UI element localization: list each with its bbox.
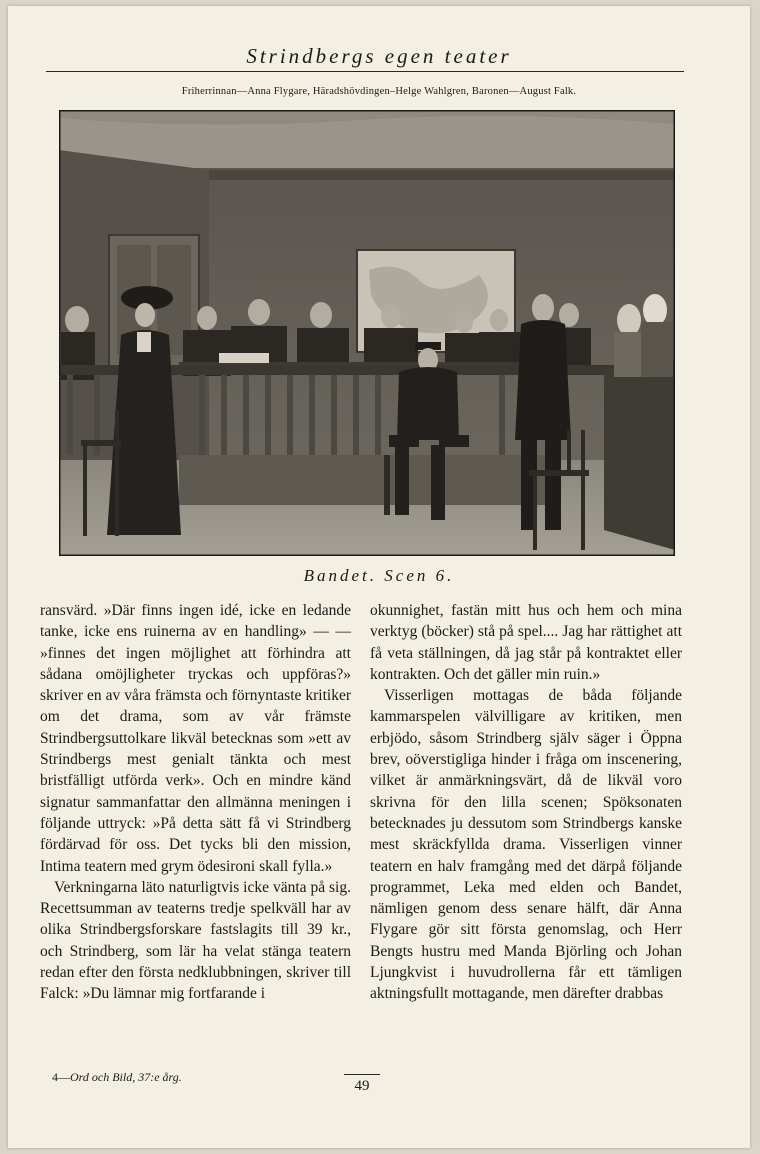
photo-credits: Friherrinnan—Anna Flygare, Häradshövdingen–Helge Wahlgren, Baronen—August Falk.	[181, 86, 577, 97]
footnote-number: 4—	[52, 1070, 70, 1084]
page-number: 49	[354, 1078, 370, 1094]
left-column	[40, 600, 351, 1005]
left-paragraph-2: Verkningarna läto naturligtvis icke vänta på sig. Recettsumman av teaterns tredje spelkväll har av olika Strindbergsforskare fastslagits till 39 kr., och Strindberg, som lär ha velat stänga teatern redan efter den första nedklubbningen, skriver till Falck: »Du lämnar mig fortfarande i	[40, 878, 351, 1003]
running-head: Strindbergs egen teater	[246, 44, 512, 68]
stage-photograph	[59, 110, 675, 556]
footnote-text: Ord och Bild, 37:e årg.	[70, 1070, 182, 1084]
header-rule	[46, 71, 684, 72]
figure-caption: Bandet. Scen 6.	[303, 566, 455, 585]
left-paragraph-1: ransvärd. »Där finns ingen idé, icke en ledande tanke, icke ens ruinerna av en handling» — — »finnes det ingen möjlighet att förhindra att sådana omöjligheter tryckas och uppföras?» skriver en av våra främsta och förnyntaste kritiker om det drama, som av vår främste Strindbergsuttolkare likväl betecknas som »ett av Strindbergs mest genialt tänkta och mest bristfälligt utförda verk». Och en mindre känd signatur sammanfattar den allmänna meningen i följande uttryck: »På detta sätt få vi Strindberg fördärvad för oss. Det tycks bli den mission, Intima teatern med grym ödesironi skall fylla.»	[40, 602, 351, 875]
page-number-rule	[344, 1074, 380, 1075]
right-column	[370, 600, 682, 1005]
page	[8, 6, 750, 1148]
right-paragraph-2: Visserligen mottagas de båda följande kammarspelen välvilligare av kritiken, men erbjödo, såsom Strindberg själv säger i Öppna brev, oöverstigliga hinder i fråga om inscenering, vilket är anmärkningsvärt, då de likväl voro skrivna för den lilla scenen; Spöksonaten betecknades ju dessutom som Strindbergs kanske mest skräckfyllda drama. Visserligen vinner teatern en halv framgång med det därpå följande programmet, Leka med elden och Bandet, nämligen genom dess senare hälft, där Anna Flygare gör sitt första genomslag, och Herr Bengts hustru med Manda Björling och Johan Ljungkvist i huvudrollerna får ett tämligen aktningsfullt mottagande, men därefter drabbas	[370, 687, 682, 1003]
right-paragraph-1: okunnighet, fastän mitt hus och hem och mina verktyg (böcker) stå på spel.... Jag har rättighet att få veta ställningen, då jag står på kontraktet eller kontrakten. Och det gäller min ruin.»	[370, 602, 682, 683]
footnote	[52, 1070, 182, 1085]
stage-scene-illustration	[59, 110, 675, 556]
